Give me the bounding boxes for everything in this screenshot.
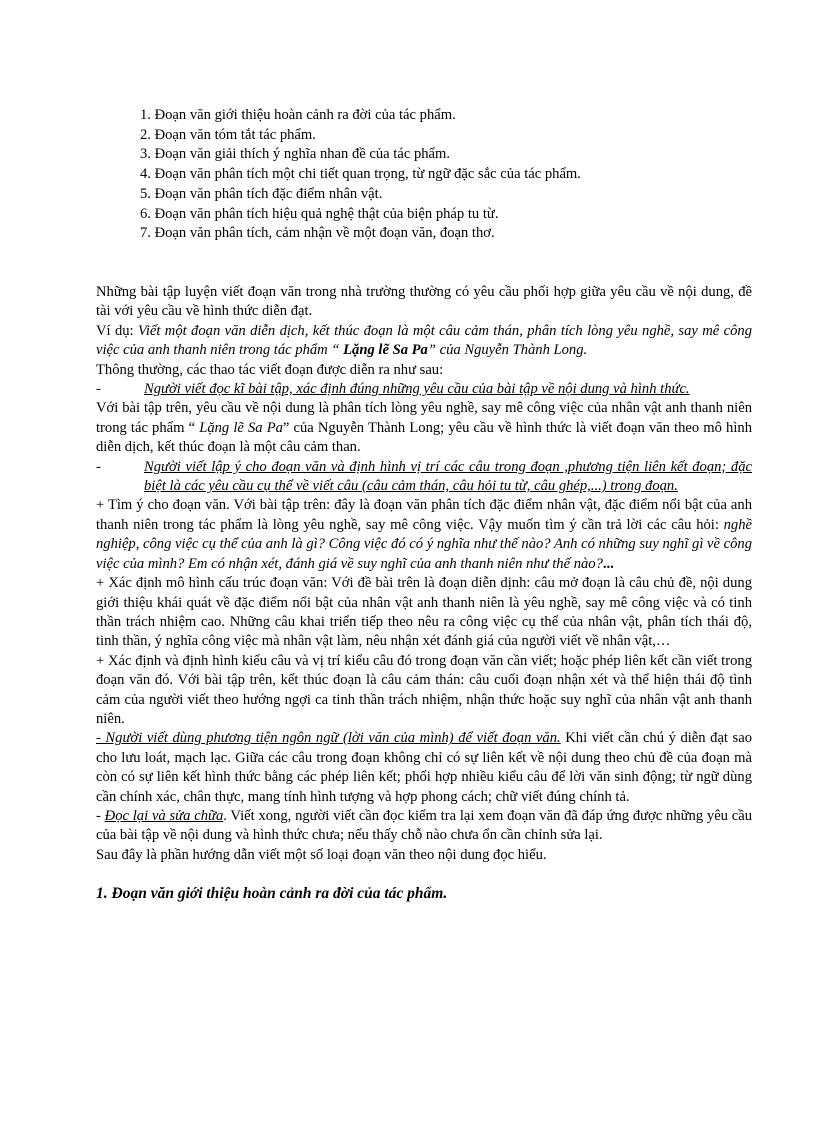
body-text	[96, 283, 752, 904]
step2-paragraph-2: + Xác định mô hình cấu trúc đoạn văn: Với đề bài trên là đoạn diễn dịnh: câu mở đoạn là câu chủ đề, nội dung giới thiệu khái quát về đặc điểm nổi bật của nhân vật anh thanh niên là yêu nghề, say mê công việc và có tinh thần trách nhiệm cao. Những câu khai triển tiếp theo nêu ra công việc cụ thể của nhân vật, phân tích thái độ, tinh thần, ý nghĩa công việc mà nhân vật làm, nêu nhận xét đánh giá của người viết về nhân vật,…	[96, 575, 752, 650]
list-item: 4. Đoạn văn phân tích một chi tiết quan trọng, từ ngữ đặc sắc của tác phẩm.	[140, 166, 581, 183]
step4-paragraph	[96, 807, 752, 846]
intro-paragraph: Những bài tập luyện viết đoạn văn trong nhà trường thường có yêu cầu phối hợp giữa yêu cầu về nội dung, đề tài với yêu cầu về hình thức diễn đạt.	[96, 284, 752, 320]
step2-dash: -	[96, 458, 101, 475]
step3-body: Khi viết cần chú ý diễn đạt sao cho lưu loát, mạch lạc. Giữa các câu trong đoạn không chỉ có sự liên kết về nội dung theo chủ đề của đoạn mà còn có sự liên kết hình thức bằng các phép liên kết; phối hợp nhiều kiểu câu để lời văn sinh động; từ ngữ dùng cần chính xác, chân thực, mang tính hình tượng và hợp phong cách; chữ viết đúng chính tả.	[96, 730, 752, 805]
step1-body-a: Với bài tập trên, yêu cầu về nội dung là phân tích lòng yêu nghề, say mê công việc của nhân vật anh thanh niên trong tác phẩm “	[96, 400, 752, 436]
step4-heading: Đọc lại và sửa chữa	[104, 807, 224, 824]
step1-body	[96, 399, 752, 457]
step1-heading: Người viết đọc kĩ bài tập, xác định đúng những yêu cầu của bài tập về nội dung và hình thức.	[144, 381, 690, 398]
step3-heading: - Người viết dùng phương tiện ngôn ngữ (lời văn của mình) để viết đoạn văn.	[96, 730, 561, 747]
step2-paragraph-3: + Xác định và định hình kiểu câu và vị trí kiểu câu đó trong đoạn văn cần viết; hoặc phép liên kết cần viết trong đoạn văn đó. Với bài tập trên, kết thúc đoạn là câu cảm thán: câu cuối đoạn nhận xét và thể hiện thái độ tình cảm của người viết theo hướng ngợi ca tinh thần trách nhiệm, nhận thức hoặc suy nghĩ của nhân vật anh thanh niên.	[96, 652, 752, 727]
step4-dash: -	[96, 807, 105, 824]
list-item: 2. Đoạn văn tóm tắt tác phẩm.	[140, 126, 316, 143]
example-paragraph	[96, 322, 752, 361]
step2-p1-end: ...	[602, 555, 614, 572]
step2-paragraph-1	[96, 496, 752, 574]
usual-paragraph: Thông thường, các thao tác viết đoạn được diễn ra như sau:	[96, 361, 444, 378]
list-item: 5. Đoạn văn phân tích đặc điểm nhân vật.	[140, 185, 383, 202]
list-item: 7. Đoạn văn phân tích, cảm nhận về một đoạn văn, đoạn thơ.	[140, 225, 495, 242]
list-item: 6. Đoạn văn phân tích hiệu quả nghệ thật của biện pháp tu từ.	[140, 205, 499, 222]
section-heading: 1. Đoạn văn giới thiệu hoàn cảnh ra đời của tác phẩm.	[96, 885, 448, 903]
example-text-b: ” của Nguyễn Thành Long.	[427, 342, 588, 359]
step1-heading-line	[96, 380, 752, 399]
step4-body: . Viết xong, người viết cần đọc kiểm tra lại xem đoạn văn đã đáp ứng được những yêu cầu của bài tập về nội dung và hình thức chưa; nếu thấy chỗ nào chưa ổn cần chỉnh sửa lại.	[96, 807, 753, 844]
closing-paragraph: Sau đây là phần hướng dẫn viết một số loại đoạn văn theo nội dung đọc hiểu.	[96, 846, 547, 863]
example-text-a: Viết một đoạn văn diễn dịch, kết thúc đoạn là một câu cảm thán, phân tích lòng yêu nghề, say mê công việc của anh thanh niên trong tác phẩm “	[96, 322, 753, 359]
step1-dash: -	[96, 381, 101, 398]
step2-heading: Người viết lập ý cho đoạn văn và định hình vị trí các câu trong đoạn ,phương tiện liên kết đoạn; đặc biệt là các yêu cầu cụ thể về viết câu (câu cảm thán, câu hỏi tu từ, câu ghép,...) trong đoạn.	[144, 458, 752, 495]
topic-list	[140, 106, 700, 244]
example-text	[96, 323, 752, 358]
list-item: 1. Đoạn văn giới thiệu hoàn cảnh ra đời của tác phẩm.	[140, 107, 456, 123]
list-item: 3. Đoạn văn giải thích ý nghĩa nhan đề của tác phẩm.	[140, 146, 451, 163]
step1-title: Lặng lẽ Sa Pa	[199, 419, 283, 436]
step2-p1-questions: nghề nghiệp, công việc cụ thể của anh là gì? Công việc đó có ý nghĩa như thế nào? Anh có những suy nghĩ gì về công việc của mình? Em có nhận xét, đánh giá về suy nghĩ của anh thanh niên như thế nào?	[96, 516, 753, 572]
step2-p1-text: + Tìm ý cho đoạn văn. Với bài tập trên: đây là đoạn văn phân tích đặc điểm nhân vật, đặc điểm nổi bật của anh thanh niên trong tác phẩm là lòng yêu nghề, say mê công việc. Vậy muốn tìm ý cần trả lời các câu hỏi:	[96, 497, 752, 533]
step3-paragraph	[96, 729, 752, 807]
step2-heading-line	[96, 458, 752, 497]
step1-body-b: ” của Nguyễn Thành Long; yêu cầu về hình thức là viết đoạn văn theo mô hình diễn dịch, kết thúc đoạn là một câu cảm than.	[96, 419, 753, 456]
example-title: Lặng lẽ Sa Pa	[343, 342, 428, 359]
spacer	[96, 865, 752, 884]
example-label: Ví dụ:	[96, 322, 134, 339]
